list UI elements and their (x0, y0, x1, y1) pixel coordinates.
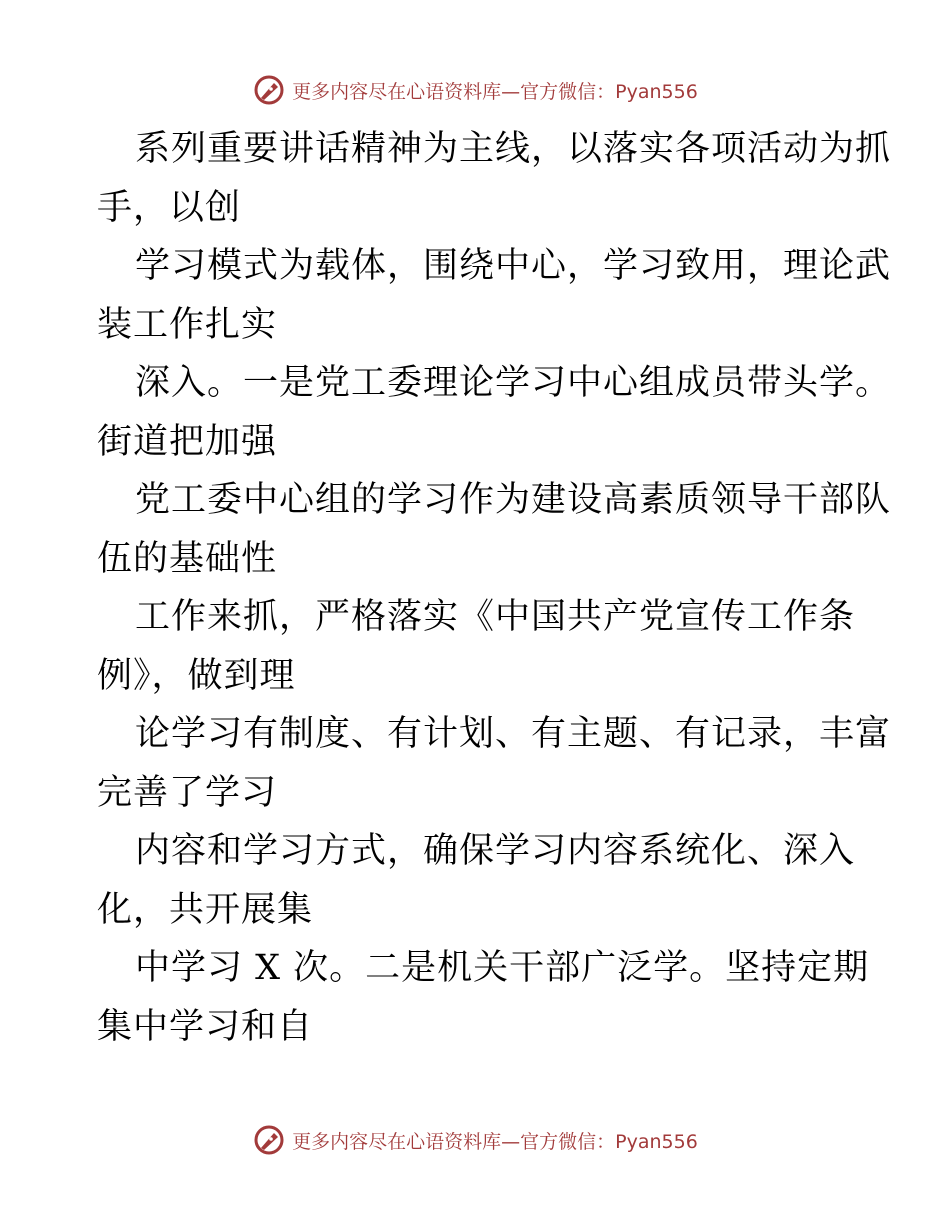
body-line: 伍的基础性 (97, 538, 278, 579)
body-line: 内容和学习方式，确保学习内容系统化、深入 (135, 831, 856, 871)
body-line: 集中学习和自 (97, 1006, 314, 1047)
body-line: 学习模式为载体，围绕中心，学习致用，理论武 (135, 246, 892, 286)
pen-nib-logo-icon (252, 73, 286, 107)
pen-nib-logo-icon (252, 1123, 286, 1157)
body-line: 例》，做到理 (97, 655, 296, 696)
body-line: 街道把加强 (97, 421, 278, 462)
body-line: 中学习 X 次。二是机关干部广泛学。坚持定期 (135, 948, 870, 988)
body-line: 完善了学习 (97, 772, 278, 813)
body-line: 党工委中心组的学习作为建设高素质领导干部队 (135, 480, 892, 520)
body-line: 论学习有制度、有计划、有主题、有记录，丰富 (135, 714, 892, 754)
document-body (97, 120, 892, 1056)
body-line: 手，以创 (97, 187, 242, 228)
footer-banner-text: 更多内容尽在心语资料库—官方微信：Pyan556 (292, 1130, 698, 1153)
body-line: 工作来抓，严格落实《中国共产党宣传工作条 (135, 597, 856, 637)
header-banner-text: 更多内容尽在心语资料库—官方微信：Pyan556 (292, 80, 698, 103)
header-banner (0, 70, 950, 110)
body-line: 装工作扎实 (97, 304, 278, 345)
body-line: 深入。一是党工委理论学习中心组成员带头学。 (135, 363, 892, 403)
body-line: 系列重要讲话精神为主线，以落实各项活动为抓 (135, 129, 892, 169)
footer-banner (0, 1120, 950, 1160)
body-line: 化，共开展集 (97, 889, 314, 930)
